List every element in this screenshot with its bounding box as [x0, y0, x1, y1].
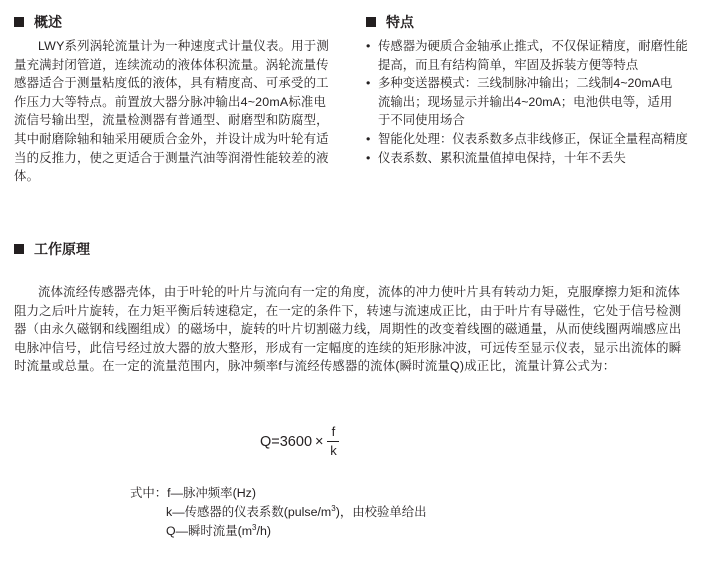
legend-q-tail: /h): [256, 524, 271, 538]
feature-line: 提高，而且有结构简单，牢固及拆装方便等特点: [378, 57, 639, 72]
formula-denominator: k: [330, 443, 337, 458]
feature-item: [366, 37, 706, 74]
bullet-dot-icon: •: [366, 150, 371, 165]
overview-title: 概述: [34, 14, 62, 30]
bullet-dot-icon: •: [366, 39, 371, 53]
feature-line: 于不同使用场合: [378, 113, 465, 128]
overview-line: LWY系列涡轮流量计为一种速度式计量仪表。用于测: [38, 39, 329, 53]
formula-numerator: f: [331, 424, 336, 439]
principle-title: 工作原理: [34, 241, 90, 257]
legend-k-text: k—传感器的仪表系数(pulse/m: [166, 505, 332, 519]
overview-heading: [14, 12, 62, 32]
legend-k-sup: 3: [331, 503, 336, 513]
feature-line: 传感器为硬质合金轴承止推式，不仅保证精度，耐磨性能: [378, 39, 688, 53]
legend-line-q: [130, 522, 427, 541]
heading-square-icon: [14, 17, 24, 27]
overview-paragraph: [14, 37, 356, 186]
principle-line: 器（由永久磁钢和线圈组成）的磁场中，旋转的叶片切割磁力线，周期性的改变着线圈的磁通量，从而使线圈两端感应出: [14, 322, 682, 337]
features-heading: [366, 12, 414, 32]
fraction-bar: [327, 441, 339, 442]
feature-line: 多种变送器模式：三线制脉冲输出；二线制4~20mA电: [378, 76, 673, 91]
feature-text: [378, 130, 688, 149]
legend-q-text: Q—瞬时流量(m: [166, 524, 253, 538]
principle-line: 阻力之后叶片旋转，在力矩平衡后转速稳定，在一定的条件下，转速与流速成正比，由于叶片有导磁性，它处于信号检测: [14, 303, 682, 318]
bullet-dot-icon: •: [366, 76, 371, 91]
legend-q-sup: 3: [252, 522, 257, 532]
features-list: [366, 37, 706, 167]
formula-fraction: [327, 424, 339, 459]
formula-times: ×: [315, 433, 324, 450]
overview-line: 流信号输出型，流量检测器有普通型、耐磨型和防腐型，: [14, 113, 329, 128]
legend-prefix: 式中：: [130, 486, 168, 500]
overview-line: 作压力大等特点。前置放大器分脉冲输出4~20mA标准电: [14, 94, 327, 109]
principle-paragraph: [14, 283, 704, 376]
legend-k-tail: )，由校验单给出: [335, 505, 427, 519]
heading-square-icon: [14, 244, 24, 254]
feature-line: 仪表系数、累积流量值掉电保持，十年不丢失: [378, 150, 626, 165]
flow-formula: [260, 424, 339, 459]
formula-legend: [130, 484, 427, 541]
principle-line: 流体流经传感器壳体，由于叶轮的叶片与流向有一定的角度，流体的冲力使叶片具有转动力矩，克服摩擦力矩和流体: [38, 285, 681, 299]
heading-square-icon: [366, 17, 376, 27]
feature-item: [366, 149, 706, 168]
principle-line: 时流量或总量。在一定的流量范围内，脉冲频率f与流经传感器的流体(瞬时流量Q)成正比，流量计算公式为：: [14, 359, 616, 374]
feature-text: [378, 37, 688, 74]
overview-line: 当的反推力，使之更适合于测量汽油等润滑性能较差的液: [14, 150, 329, 165]
feature-line: 流输出；现场显示并输出4~20mA；电池供电等，适用: [378, 94, 673, 109]
overview-line: 其中耐磨除轴和轴采用硬质合金外，并设计成为叶轮有适: [14, 131, 329, 146]
feature-item: [366, 130, 706, 149]
overview-line: 感器适合于测量粘度低的液体，具有精度高、可承受的工: [14, 76, 329, 91]
feature-line: 智能化处理：仪表系数多点非线修正，保证全量程高精度: [378, 131, 688, 146]
bullet-dot-icon: •: [366, 131, 371, 146]
overview-line: 体。: [14, 169, 40, 184]
feature-text: [378, 74, 672, 130]
legend-f: f—脉冲频率(Hz): [167, 486, 256, 500]
formula-lhs: Q=3600: [260, 433, 313, 450]
feature-text: [378, 149, 626, 168]
legend-line-k: [130, 503, 427, 522]
feature-item: [366, 74, 706, 130]
principle-heading: [14, 239, 90, 259]
principle-line: 电脉冲信号，此信号经过放大器的放大整形，形成有一定幅度的连续的矩形脉冲波，可远传至显示仪表，显示出流体的瞬: [14, 340, 682, 355]
overview-line: 量充满封闭管道，连续流动的液体体积流量。涡轮流量传: [14, 57, 329, 72]
legend-line-f: [130, 484, 427, 503]
features-title: 特点: [386, 14, 414, 30]
